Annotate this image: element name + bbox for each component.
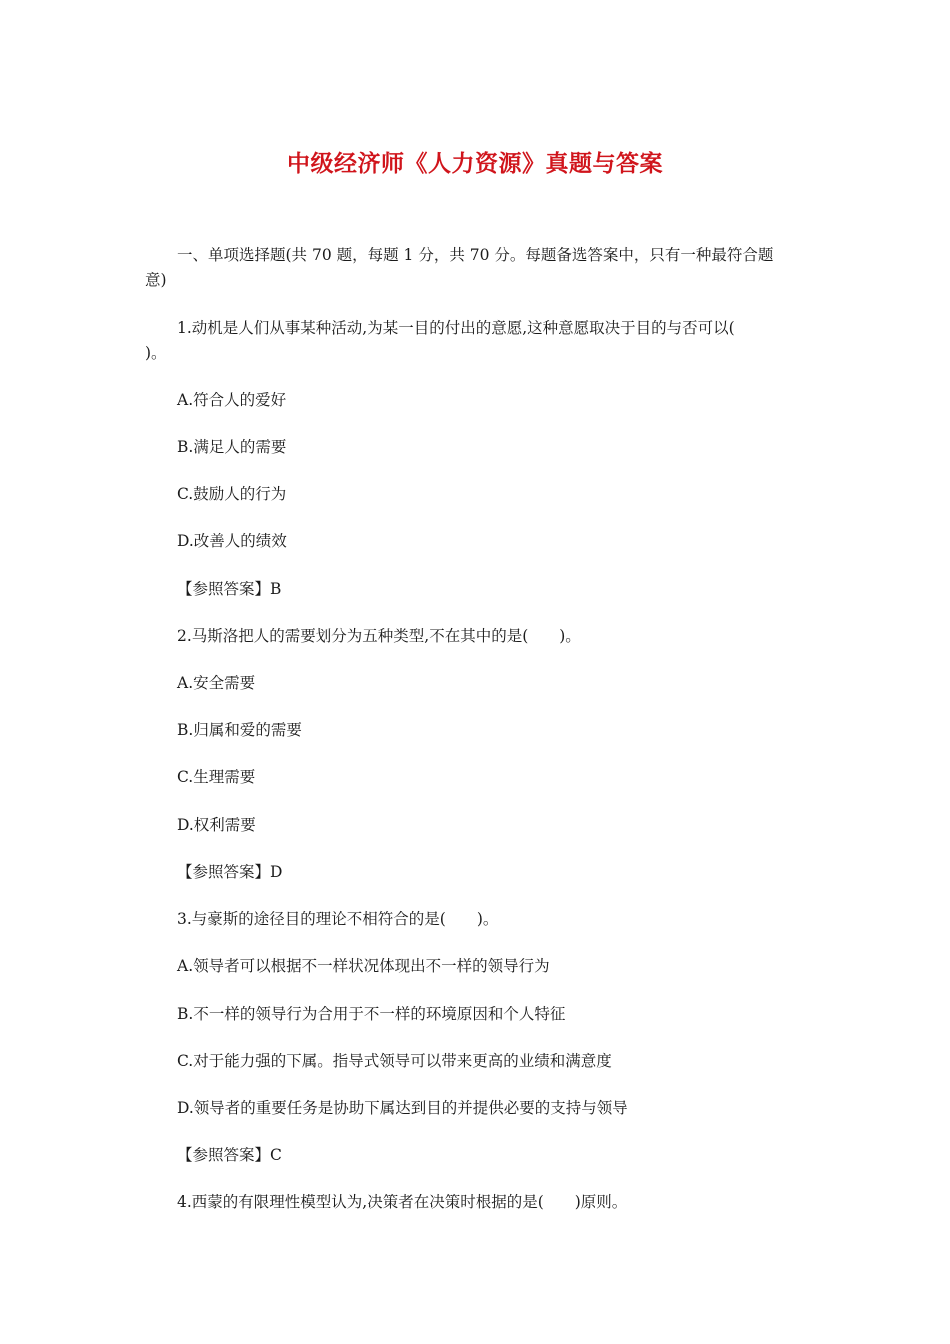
question-2-option-d: D.权利需要 — [177, 816, 256, 834]
question-1-stem-continued: )。 — [145, 344, 167, 362]
question-1-option-d: D.改善人的绩效 — [177, 532, 287, 550]
question-3-option-c: C.对于能力强的下属。指导式领导可以带来更高的业绩和满意度 — [177, 1052, 612, 1070]
question-2-option-c: C.生理需要 — [177, 768, 256, 786]
question-1-stem: 1.动机是人们从事某种活动,为某一目的付出的意愿,这种意愿取决于目的与否可以( — [177, 319, 735, 337]
question-2-stem: 2.马斯洛把人的需要划分为五种类型,不在其中的是( )。 — [177, 627, 581, 645]
question-4-stem: 4.西蒙的有限理性模型认为,决策者在决策时根据的是( )原则。 — [177, 1193, 628, 1211]
question-3-option-b: B.不一样的领导行为合用于不一样的环境原因和个人特征 — [177, 1005, 566, 1023]
section-intro: 一、单项选择题(共 70 题，每题 1 分，共 70 分。每题备选答案中，只有一种最符合题 — [177, 246, 774, 264]
question-2-answer: 【参照答案】D — [177, 863, 283, 881]
question-3-option-a: A.领导者可以根据不一样状况体现出不一样的领导行为 — [177, 957, 550, 975]
document-title: 中级经济师《人力资源》真题与答案 — [287, 150, 663, 177]
question-3-stem: 3.与豪斯的途径目的理论不相符合的是( )。 — [177, 910, 499, 928]
question-1-answer: 【参照答案】B — [177, 580, 282, 598]
section-intro-continued: 意) — [145, 271, 167, 289]
question-2-option-b: B.归属和爱的需要 — [177, 721, 302, 739]
question-3-answer: 【参照答案】C — [177, 1146, 282, 1164]
question-2-option-a: A.安全需要 — [177, 674, 256, 692]
question-1-option-a: A.符合人的爱好 — [177, 391, 287, 409]
question-1-option-b: B.满足人的需要 — [177, 438, 287, 456]
question-1-option-c: C.鼓励人的行为 — [177, 485, 287, 503]
question-3-option-d: D.领导者的重要任务是协助下属达到目的并提供必要的支持与领导 — [177, 1099, 628, 1117]
